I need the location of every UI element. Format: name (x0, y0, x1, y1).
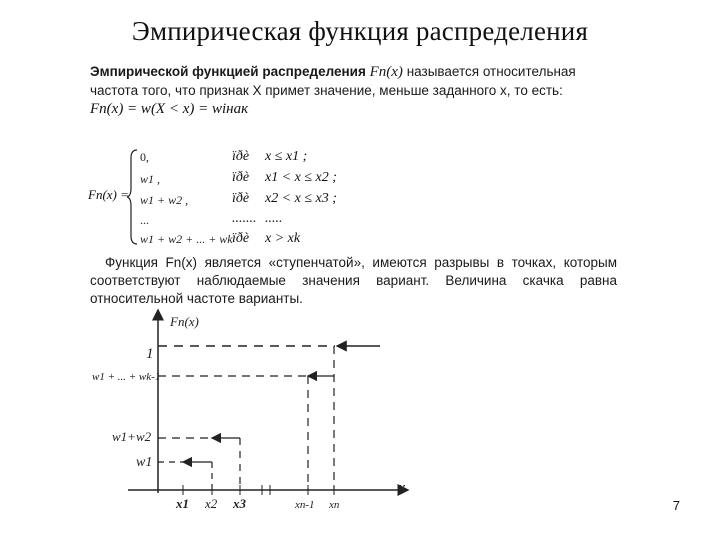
piecewise-value-4: ... (140, 213, 149, 227)
piecewise-value-3: w1 + w2 , (140, 193, 189, 207)
piecewise-value-1: 0, (140, 150, 149, 164)
definition-line-2: частота того, что признак X примет значение, меньше заданного x, то есть: (90, 83, 563, 98)
piecewise-cond-2: x1 < x ≤ x2 ; (265, 170, 337, 185)
piecewise-condword-2: ïðè (232, 170, 250, 185)
piecewise-condword-5: ïðè (232, 231, 250, 246)
tick-label-x2: x2 (205, 496, 218, 511)
definition-formula: Fn(x) = w(X < x) = wiнак (90, 101, 249, 117)
piecewise-condword-1: ïðè (232, 149, 250, 164)
piecewise-value-2: w1 , (140, 172, 161, 186)
piecewise-cond-5: x > xk (265, 231, 301, 246)
piecewise-lhs: Fn(x) = (88, 187, 129, 202)
tick-label-xn-minus-1: xn-1 (295, 499, 315, 511)
piecewise-value-5: w1 + w2 + ... + wk (140, 232, 233, 246)
page-number: 7 (672, 498, 680, 513)
slide-title: Эмпирическая функция распределения (131, 16, 589, 46)
definition-func-symbol: Fn(x) (369, 64, 403, 80)
description-line-3: относительной частоте варианты. (90, 291, 303, 306)
level-w1-label: w1 (136, 455, 153, 470)
tick-label-xn: xn (329, 499, 340, 511)
definition-line1-rest: называется относительная (406, 64, 576, 79)
definition-term: Эмпирической функцией распределения (90, 64, 366, 79)
piecewise-cond-1: x ≤ x1 ; (265, 149, 308, 164)
level-k-minus-1-label: w1 + ... + wk-1 (92, 371, 161, 383)
level-w1-w2-label: w1+w2 (112, 429, 152, 444)
piecewise-cond-3: x2 < x ≤ x3 ; (265, 191, 337, 206)
description-line-1: Функция Fn(x) является «ступенчатой», имеются разрывы в точках, которым (105, 255, 617, 270)
piecewise-cond-4: ..... (265, 211, 283, 226)
level-one-label: 1 (146, 346, 154, 362)
tick-label-x1: x1 (176, 496, 189, 511)
x-axis-label: x (398, 480, 406, 496)
tick-label-x3: x3 (233, 496, 246, 511)
piecewise-condword-3: ïðè (232, 191, 250, 206)
piecewise-condword-4: ....... (232, 211, 257, 226)
description-line-2: соответствуют наблюдаемые значения вариант. Величина скачка равна (90, 273, 617, 288)
y-axis-label: Fn(x) (170, 314, 199, 329)
